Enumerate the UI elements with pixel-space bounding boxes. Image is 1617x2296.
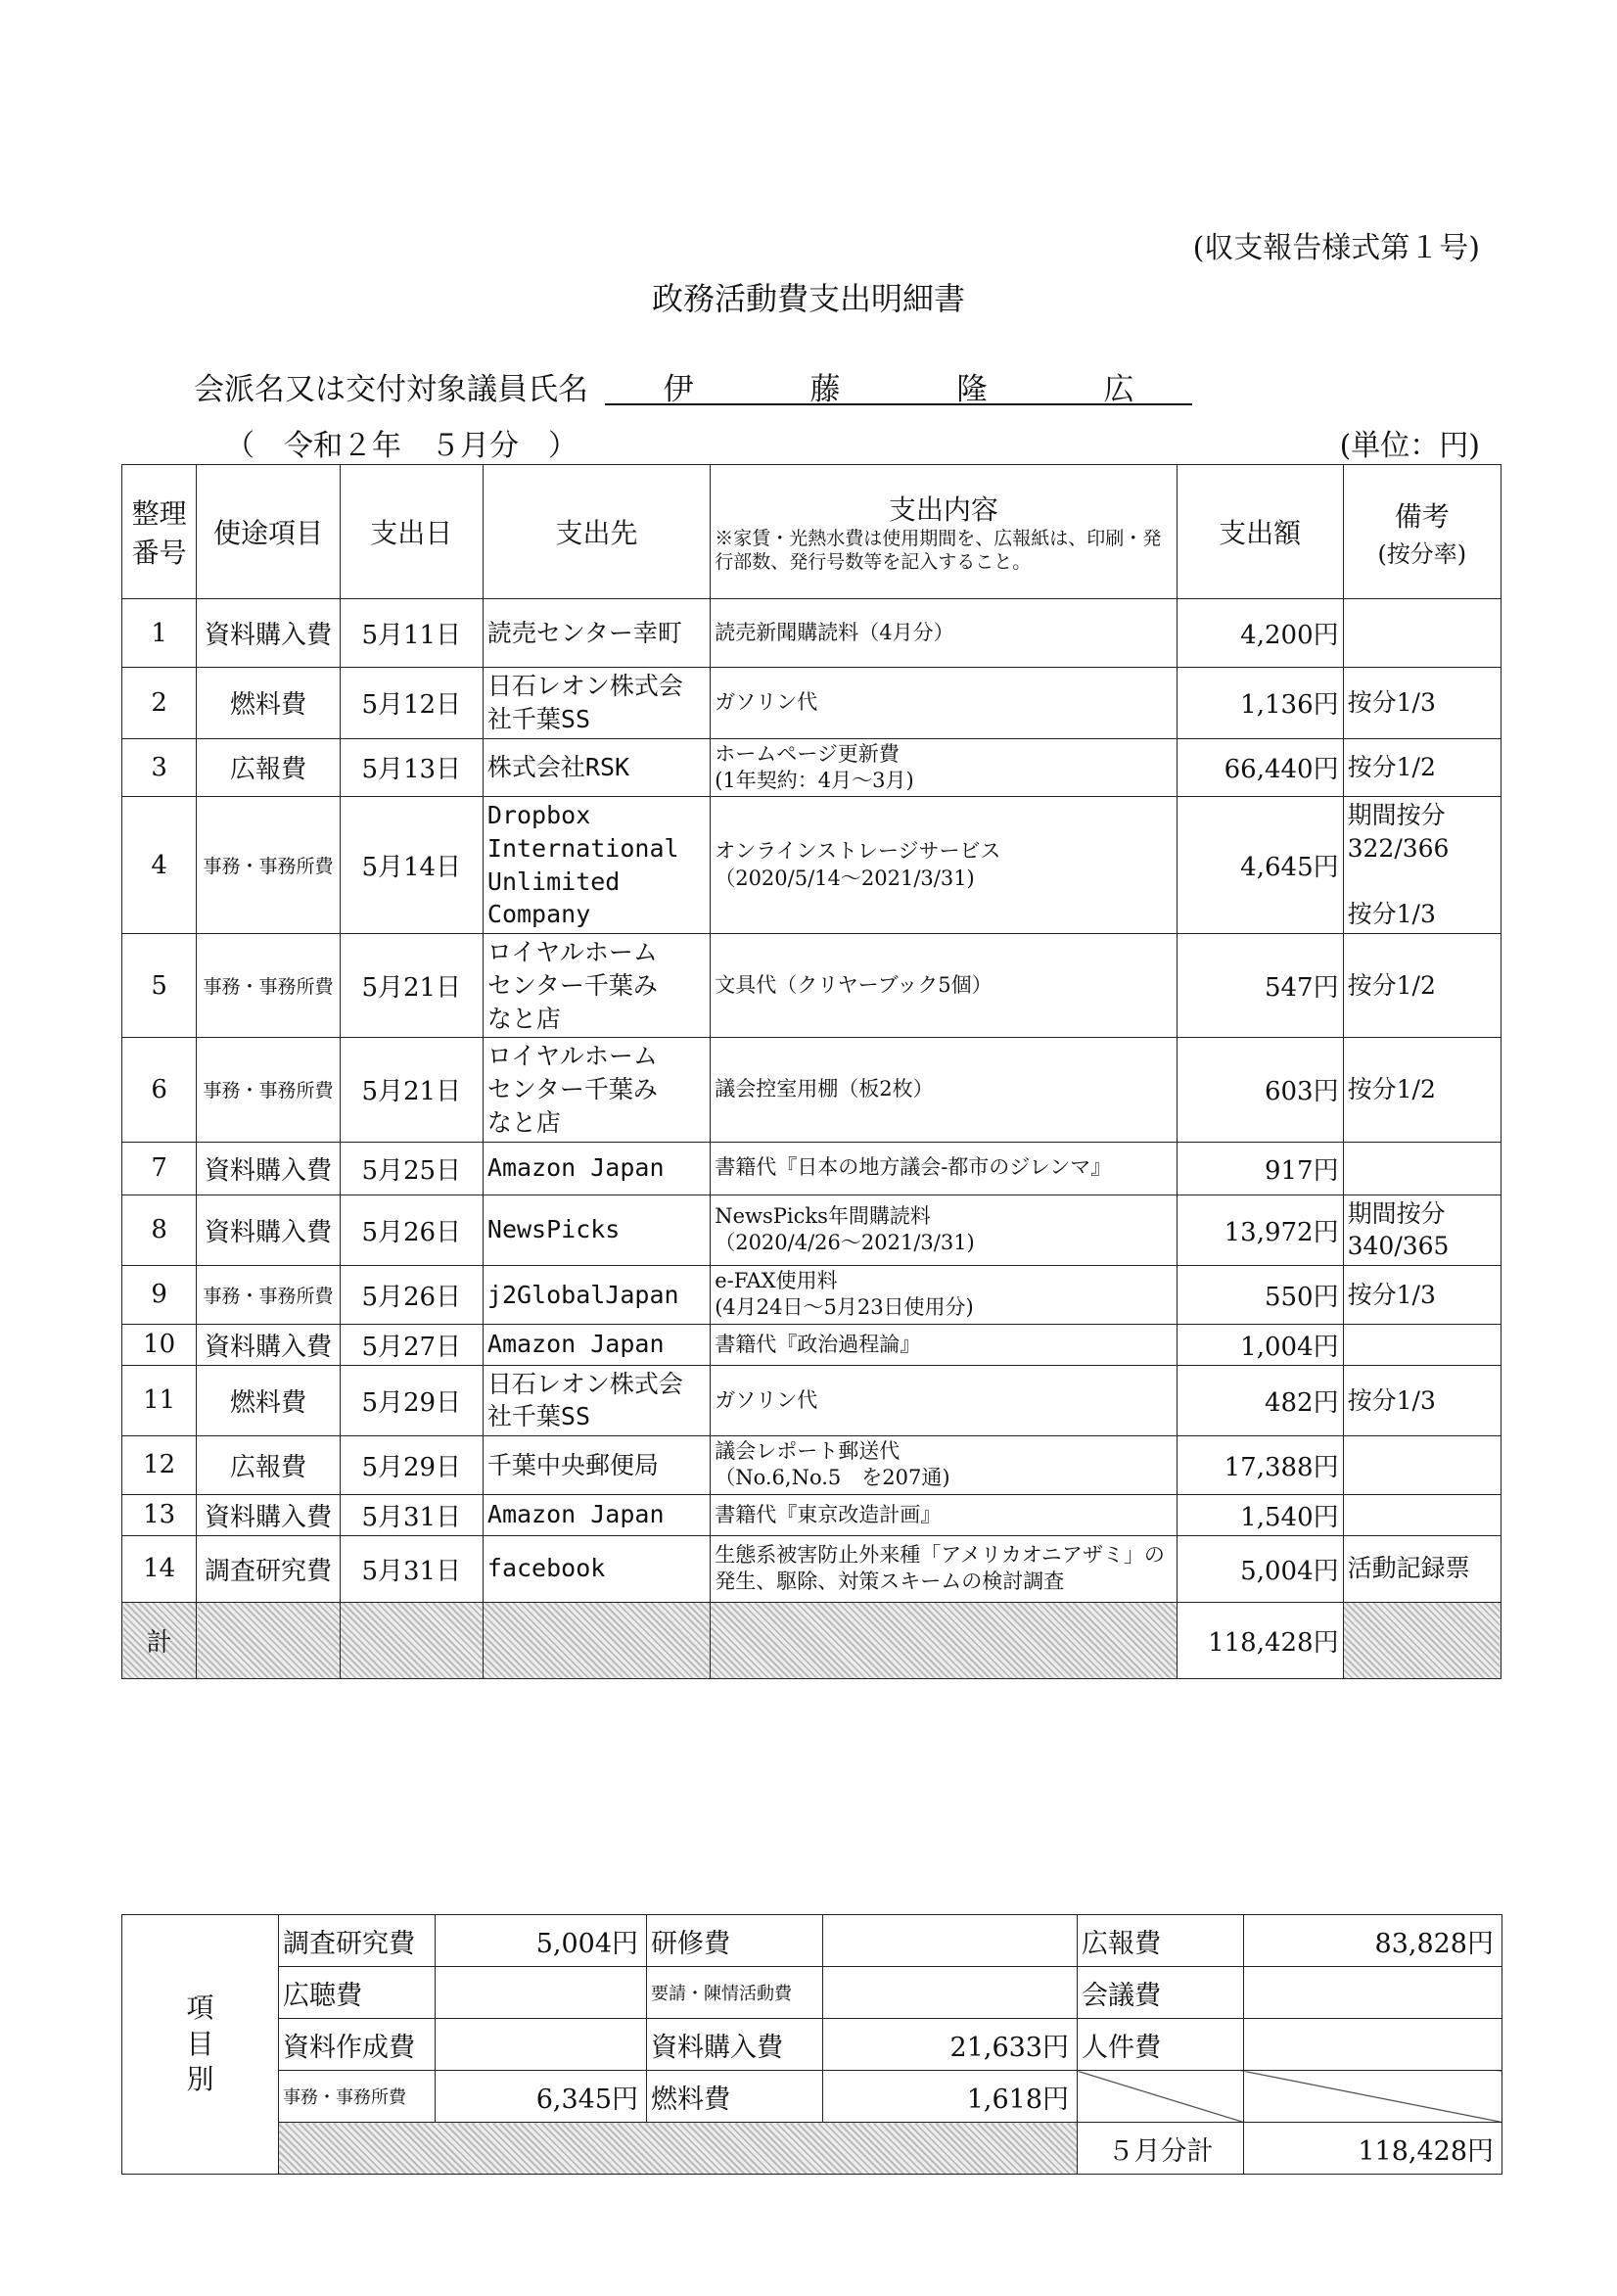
row-amount: 917円	[1177, 1142, 1343, 1195]
row-amount: 4,200円	[1177, 599, 1343, 668]
row-amount: 1,540円	[1177, 1494, 1343, 1535]
row-purpose: 資料購入費	[197, 1142, 340, 1195]
row-purpose: 事務・事務所費	[197, 797, 340, 934]
row-no: 4	[122, 797, 197, 934]
row-remark	[1343, 1142, 1501, 1195]
row-amount: 603円	[1177, 1038, 1343, 1142]
row-content: 書籍代『東京改造計画』	[711, 1494, 1177, 1535]
row-no: 8	[122, 1195, 197, 1266]
table-row	[122, 1324, 1502, 1365]
row-date: 5月12日	[340, 668, 483, 739]
row-date: 5月13日	[340, 738, 483, 797]
row-amount: 547円	[1177, 934, 1343, 1038]
row-content: ガソリン代	[711, 1365, 1177, 1436]
member-name-char: 隆	[956, 372, 988, 407]
header-remark	[1343, 465, 1501, 599]
row-remark: 活動記録票	[1343, 1535, 1501, 1602]
row-remark: 按分1/3	[1343, 1266, 1501, 1325]
member-name-char: 広	[1103, 372, 1134, 407]
row-date: 5月29日	[340, 1365, 483, 1436]
row-remark: 按分1/2	[1343, 934, 1501, 1038]
diagonal-blank-cell	[1244, 2071, 1502, 2123]
row-date: 5月11日	[340, 599, 483, 668]
shaded-cell	[197, 1602, 340, 1678]
row-payee: 株式会社RSK	[483, 738, 710, 797]
header-no: 整理番号	[122, 465, 197, 599]
summary-row	[122, 1915, 1502, 1967]
row-purpose: 事務・事務所費	[197, 934, 340, 1038]
row-date: 5月21日	[340, 934, 483, 1038]
table-row	[122, 599, 1502, 668]
summary-value: 83,828円	[1244, 1915, 1502, 1967]
summary-value: 6,345円	[436, 2071, 647, 2123]
table-row	[122, 1038, 1502, 1142]
diagonal-blank-cell	[1078, 2071, 1244, 2123]
table-row	[122, 1436, 1502, 1495]
row-purpose: 資料購入費	[197, 1195, 340, 1266]
summary-table	[121, 1914, 1502, 2175]
summary-value	[823, 1915, 1078, 1967]
row-no: 5	[122, 934, 197, 1038]
header-content	[711, 465, 1177, 599]
row-purpose: 事務・事務所費	[197, 1266, 340, 1325]
row-no: 2	[122, 668, 197, 739]
row-date: 5月29日	[340, 1436, 483, 1495]
member-label: 会派名又は交付対象議員氏名	[194, 372, 588, 407]
row-amount: 4,645円	[1177, 797, 1343, 934]
row-purpose: 広報費	[197, 1436, 340, 1495]
summary-value	[436, 1967, 647, 2019]
summary-label: 広聴費	[279, 1967, 436, 2019]
row-amount: 17,388円	[1177, 1436, 1343, 1495]
row-purpose: 資料購入費	[197, 1324, 340, 1365]
shaded-cell	[279, 2123, 1078, 2175]
summary-label: 資料作成費	[279, 2019, 436, 2071]
summary-total-row	[122, 2123, 1502, 2175]
row-remark	[1343, 599, 1501, 668]
row-no: 7	[122, 1142, 197, 1195]
summary-label: 要請・陳情活動費	[647, 1967, 823, 2019]
table-row	[122, 1535, 1502, 1602]
row-amount: 482円	[1177, 1365, 1343, 1436]
summary-label: 燃料費	[647, 2071, 823, 2123]
row-payee: Amazon Japan	[483, 1142, 710, 1195]
row-purpose: 調査研究費	[197, 1535, 340, 1602]
row-amount: 1,136円	[1177, 668, 1343, 739]
expense-table	[121, 464, 1502, 1679]
row-date: 5月14日	[340, 797, 483, 934]
row-purpose: 燃料費	[197, 668, 340, 739]
row-payee: Amazon Japan	[483, 1494, 710, 1535]
summary-label: 調査研究費	[279, 1915, 436, 1967]
row-date: 5月31日	[340, 1494, 483, 1535]
summary-value	[1244, 2019, 1502, 2071]
row-no: 6	[122, 1038, 197, 1142]
row-content: 議会控室用棚（板2枚）	[711, 1038, 1177, 1142]
row-payee: Amazon Japan	[483, 1324, 710, 1365]
row-payee: j2GlobalJapan	[483, 1266, 710, 1325]
row-amount: 13,972円	[1177, 1195, 1343, 1266]
row-purpose: 資料購入費	[197, 599, 340, 668]
row-purpose: 事務・事務所費	[197, 1038, 340, 1142]
summary-label: 広報費	[1078, 1915, 1244, 1967]
shaded-cell	[711, 1602, 1177, 1678]
row-no: 3	[122, 738, 197, 797]
row-no: 1	[122, 599, 197, 668]
summary-row	[122, 2019, 1502, 2071]
row-remark	[1343, 1494, 1501, 1535]
row-date: 5月31日	[340, 1535, 483, 1602]
table-row	[122, 934, 1502, 1038]
row-purpose: 資料購入費	[197, 1494, 340, 1535]
table-row	[122, 797, 1502, 934]
row-date: 5月26日	[340, 1266, 483, 1325]
shaded-cell	[340, 1602, 483, 1678]
row-content: オンラインストレージサービス （2020/5/14～2021/3/31)	[711, 797, 1177, 934]
summary-value	[1244, 1967, 1502, 2019]
row-content: NewsPicks年間購読料 （2020/4/26～2021/3/31)	[711, 1195, 1177, 1266]
row-payee: 千葉中央郵便局	[483, 1436, 710, 1495]
row-remark: 期間按分 340/365	[1343, 1195, 1501, 1266]
row-content: 生態系被害防止外来種「アメリカオニアザミ」の発生、駆除、対策スキームの検討調査	[711, 1535, 1177, 1602]
table-row	[122, 738, 1502, 797]
row-content: e-FAX使用料 (4月24日～5月23日使用分)	[711, 1266, 1177, 1325]
row-no: 10	[122, 1324, 197, 1365]
row-remark: 期間按分 322/366 按分1/3	[1343, 797, 1501, 934]
row-payee: 読売センター幸町	[483, 599, 710, 668]
unit-label: (単位：円)	[1339, 429, 1480, 463]
row-amount: 66,440円	[1177, 738, 1343, 797]
row-remark: 按分1/3	[1343, 1365, 1501, 1436]
row-content: ホームページ更新費 (1年契約：4月～3月)	[711, 738, 1177, 797]
row-payee: ロイヤルホーム センター千葉み なと店	[483, 934, 710, 1038]
row-content: 読売新聞購読料（4月分）	[711, 599, 1177, 668]
total-label: 計	[122, 1602, 197, 1678]
page-title: 政務活動費支出明細書	[651, 280, 965, 317]
month-total-label: ５月分計	[1078, 2123, 1244, 2175]
form-number: (収支報告様式第１号)	[1192, 231, 1480, 265]
row-payee: facebook	[483, 1535, 710, 1602]
row-payee: 日石レオン株式会社千葉SS	[483, 668, 710, 739]
summary-label: 人件費	[1078, 2019, 1244, 2071]
table-row	[122, 1195, 1502, 1266]
member-name-char: 伊	[663, 372, 694, 407]
header-purpose: 使途項目	[197, 465, 340, 599]
row-remark: 按分1/3	[1343, 668, 1501, 739]
table-header-row	[122, 465, 1502, 599]
header-remark-sub: (按分率)	[1377, 539, 1467, 568]
summary-row	[122, 2071, 1502, 2123]
row-content: 書籍代『政治過程論』	[711, 1324, 1177, 1365]
summary-side-text: 項 目 別	[186, 1991, 214, 2096]
row-no: 13	[122, 1494, 197, 1535]
row-no: 14	[122, 1535, 197, 1602]
row-content: 議会レポート郵送代 （No.6,No.5 を207通)	[711, 1436, 1177, 1495]
row-amount: 5,004円	[1177, 1535, 1343, 1602]
table-row	[122, 1142, 1502, 1195]
row-payee: ロイヤルホーム センター千葉み なと店	[483, 1038, 710, 1142]
summary-label: 資料購入費	[647, 2019, 823, 2071]
row-payee: Dropbox International Unlimited Company	[483, 797, 710, 934]
member-name	[605, 364, 1192, 405]
row-payee: NewsPicks	[483, 1195, 710, 1266]
period: （ 令和２年 ５月分 ）	[225, 429, 578, 463]
summary-value: 21,633円	[823, 2019, 1078, 2071]
table-row	[122, 1365, 1502, 1436]
row-amount: 1,004円	[1177, 1324, 1343, 1365]
row-remark: 按分1/2	[1343, 738, 1501, 797]
row-date: 5月26日	[340, 1195, 483, 1266]
header-payee: 支出先	[483, 465, 710, 599]
header-remark-title: 備考	[1394, 499, 1450, 533]
row-content: 文具代（クリヤーブック5個）	[711, 934, 1177, 1038]
row-date: 5月21日	[340, 1038, 483, 1142]
summary-label: 会議費	[1078, 1967, 1244, 2019]
row-content: 書籍代『日本の地方議会-都市のジレンマ』	[711, 1142, 1177, 1195]
row-date: 5月25日	[340, 1142, 483, 1195]
header-content-title: 支出内容	[888, 493, 998, 527]
summary-value	[823, 1967, 1078, 2019]
row-remark	[1343, 1436, 1501, 1495]
table-row	[122, 1266, 1502, 1325]
total-amount: 118,428円	[1177, 1602, 1343, 1678]
row-no: 12	[122, 1436, 197, 1495]
summary-value	[436, 2019, 647, 2071]
row-no: 11	[122, 1365, 197, 1436]
row-remark	[1343, 1324, 1501, 1365]
row-no: 9	[122, 1266, 197, 1325]
row-date: 5月27日	[340, 1324, 483, 1365]
row-purpose: 広報費	[197, 738, 340, 797]
total-row	[122, 1602, 1502, 1678]
row-remark: 按分1/2	[1343, 1038, 1501, 1142]
table-row	[122, 668, 1502, 739]
table-row	[122, 1494, 1502, 1535]
shaded-cell	[1343, 1602, 1501, 1678]
header-content-note: ※家賃・光熱水費は使用期間を、広報紙は、印刷・発行部数、発行号数等を記入すること。	[715, 528, 1162, 573]
month-total-value: 118,428円	[1244, 2123, 1502, 2175]
shaded-cell	[483, 1602, 710, 1678]
summary-row	[122, 1967, 1502, 2019]
row-payee: 日石レオン株式会社千葉SS	[483, 1365, 710, 1436]
row-purpose: 燃料費	[197, 1365, 340, 1436]
summary-value: 5,004円	[436, 1915, 647, 1967]
row-content: ガソリン代	[711, 668, 1177, 739]
summary-label: 事務・事務所費	[279, 2071, 436, 2123]
summary-value: 1,618円	[823, 2071, 1078, 2123]
summary-side-label	[122, 1915, 279, 2175]
summary-label: 研修費	[647, 1915, 823, 1967]
header-amount: 支出額	[1177, 465, 1343, 599]
row-amount: 550円	[1177, 1266, 1343, 1325]
header-date: 支出日	[340, 465, 483, 599]
member-name-char: 藤	[809, 372, 841, 407]
